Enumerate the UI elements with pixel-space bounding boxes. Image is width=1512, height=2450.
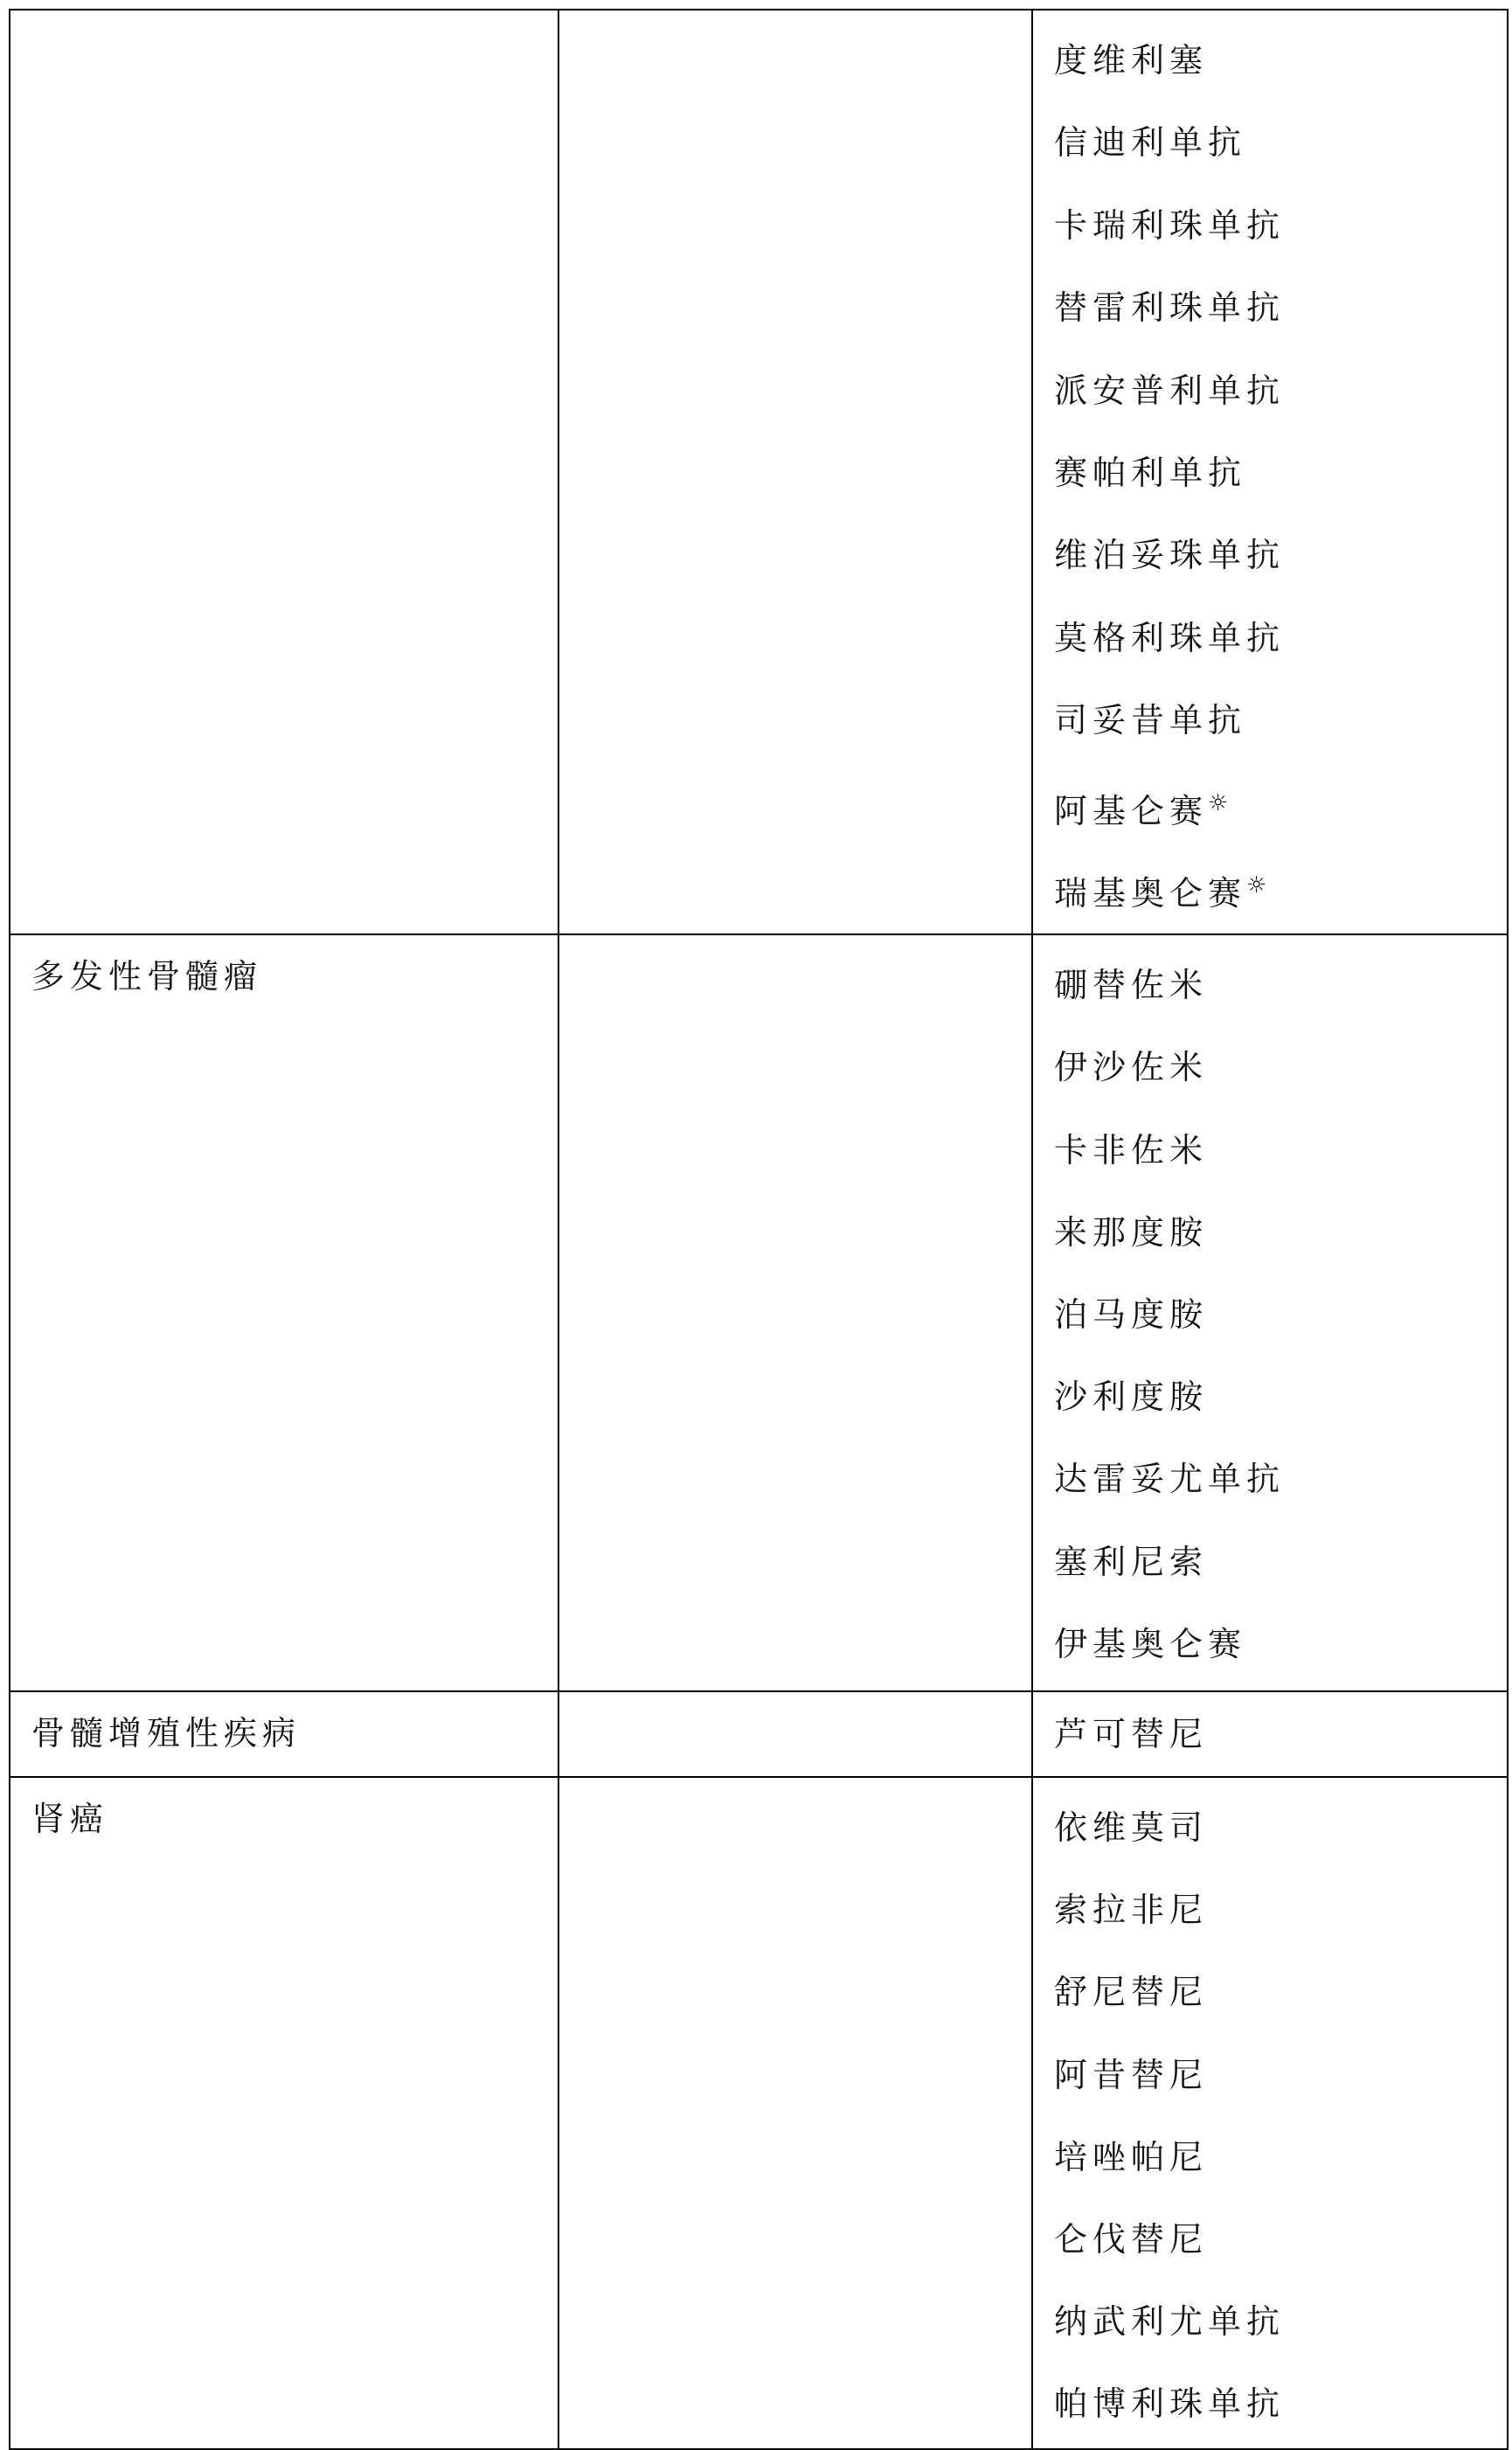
- drug-name: 仑伐替尼: [1054, 2219, 1209, 2259]
- list-item: [1033, 514, 1507, 596]
- drug-name: 硼替佐米: [1054, 966, 1209, 1005]
- list-item: [1033, 944, 1507, 1026]
- list-item: [1033, 1438, 1507, 1520]
- list-item: [1033, 267, 1507, 349]
- list-item: [1033, 2034, 1507, 2116]
- drug-name: 索拉非尼: [1054, 1891, 1209, 1930]
- disease-cell: [10, 10, 558, 934]
- list-item: [1033, 1787, 1507, 1869]
- drug-name: 芦可替尼: [1054, 1714, 1209, 1753]
- list-item: [1033, 2198, 1507, 2280]
- empty-cell: [558, 934, 1032, 1691]
- drug-name: 度维利塞: [1054, 41, 1209, 80]
- list-item: [1033, 1274, 1507, 1356]
- list-item: [1033, 1521, 1507, 1603]
- list-item: [1033, 1869, 1507, 1951]
- drug-cell: [1032, 1691, 1508, 1777]
- drug-cell: [1032, 10, 1508, 934]
- drug-name: 纳武利尤单抗: [1054, 2302, 1286, 2342]
- drug-list: [1033, 1778, 1507, 2449]
- drug-name: 瑞基奥仑赛: [1054, 873, 1247, 913]
- drug-name: 伊沙佐米: [1054, 1048, 1209, 1087]
- list-item: [1033, 762, 1507, 844]
- drug-name: 沙利度胺: [1054, 1378, 1209, 1417]
- drug-name: 替雷利珠单抗: [1054, 288, 1286, 328]
- list-item: [1033, 1109, 1507, 1191]
- empty-cell: [558, 10, 1032, 934]
- list-item: [1033, 1191, 1507, 1274]
- drug-name: 卡非佐米: [1054, 1130, 1209, 1169]
- disease-cell: 多发性骨髓瘤: [10, 934, 558, 1691]
- drug-name: 阿基仑赛: [1054, 791, 1209, 830]
- disease-cell: 肾癌: [10, 1777, 558, 2450]
- drug-cell: [1032, 934, 1508, 1691]
- empty-cell: [558, 1777, 1032, 2450]
- sun-mark-icon: ☼: [1246, 871, 1267, 899]
- list-item: [1033, 184, 1507, 267]
- drug-name: 塞利尼索: [1054, 1542, 1209, 1581]
- list-item: [1033, 679, 1507, 761]
- list-item: [1033, 350, 1507, 432]
- list-item: [1033, 1026, 1507, 1108]
- empty-cell: [558, 1691, 1032, 1777]
- drug-name: 来那度胺: [1054, 1212, 1209, 1252]
- list-item: [1033, 844, 1507, 927]
- list-item: [1033, 2116, 1507, 2198]
- drug-name: 赛帕利单抗: [1054, 453, 1247, 492]
- drug-name: 莫格利珠单抗: [1054, 618, 1286, 657]
- drug-name: 舒尼替尼: [1054, 1973, 1209, 2012]
- drug-name: 司妥昔单抗: [1054, 701, 1247, 740]
- drug-name: 达雷妥尤单抗: [1054, 1460, 1286, 1499]
- drug-name: 依维莫司: [1054, 1808, 1209, 1847]
- list-item: [1033, 19, 1507, 101]
- list-item: [1033, 101, 1507, 184]
- list-item: [1033, 1951, 1507, 2033]
- drug-name: 派安普利单抗: [1054, 371, 1286, 410]
- drug-list: [1033, 935, 1507, 1690]
- drug-name: 帕博利珠单抗: [1054, 2384, 1286, 2424]
- list-item: [1033, 2363, 1507, 2445]
- table-row: [10, 10, 1508, 934]
- drug-name: 泊马度胺: [1054, 1295, 1209, 1335]
- drug-name: 阿昔替尼: [1054, 2055, 1209, 2094]
- list-item: [1033, 2280, 1507, 2363]
- drug-list: [1033, 10, 1507, 933]
- drug-name: 培唑帕尼: [1054, 2137, 1209, 2176]
- list-item: [1033, 432, 1507, 514]
- drug-cell: [1032, 1777, 1508, 2450]
- list-item: [1033, 1697, 1507, 1771]
- drug-name: 信迪利单抗: [1054, 123, 1247, 163]
- table-row: [10, 1777, 1508, 2450]
- list-item: [1033, 1356, 1507, 1438]
- drug-name: 维泊妥珠单抗: [1054, 536, 1286, 575]
- drug-indication-table: [9, 9, 1509, 2450]
- drug-name: 伊基奥仑赛: [1054, 1624, 1247, 1663]
- table-row: [10, 934, 1508, 1691]
- list-item: [1033, 1603, 1507, 1685]
- disease-cell: 骨髓增殖性疾病: [10, 1691, 558, 1777]
- drug-name: 卡瑞利珠单抗: [1054, 205, 1286, 245]
- drug-list: [1033, 1692, 1507, 1776]
- sun-mark-icon: ☼: [1208, 789, 1229, 816]
- table-row: [10, 1691, 1508, 1777]
- list-item: [1033, 597, 1507, 679]
